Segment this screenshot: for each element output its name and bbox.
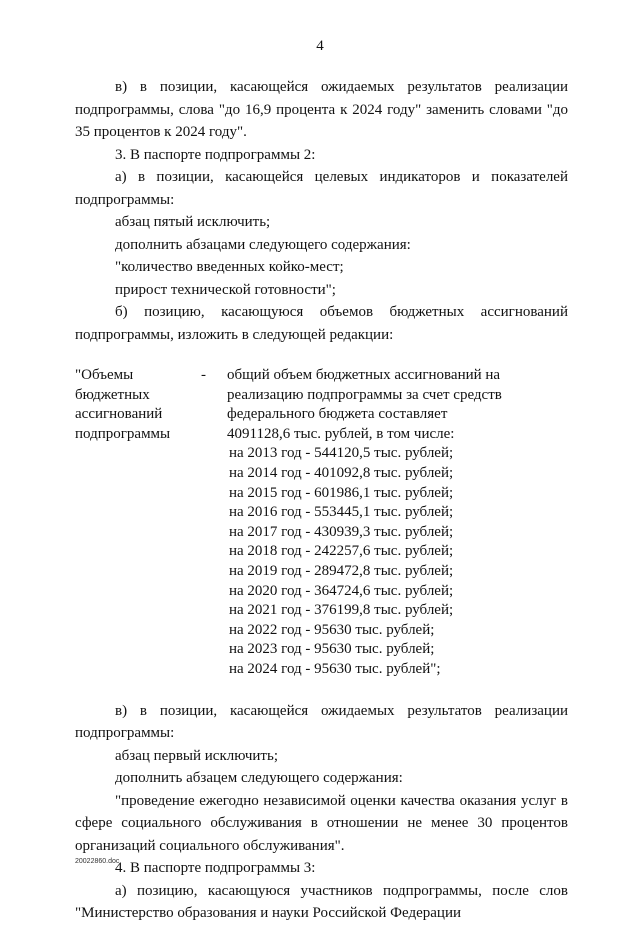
paragraph: абзац пятый исключить; <box>115 214 271 230</box>
paragraph: а) позицию, касающуюся участников подпрограммы, после слов "Министерство образования и науки Российской Федерации <box>75 882 568 921</box>
budget-allocation-block <box>75 366 568 680</box>
paragraph: б) позицию, касающуюся объемов бюджетных ассигнований подпрограммы, изложить в следующей редакции: <box>75 304 568 343</box>
page-number: 4 <box>316 38 324 54</box>
budget-year-row: на 2019 год - 289472,8 тыс. рублей; <box>229 562 454 579</box>
budget-year-row: на 2022 год - 95630 тыс. рублей; <box>229 621 435 638</box>
budget-dash: - <box>201 367 206 383</box>
budget-total: общий объем бюджетных ассигнований на реализацию подпрограммы за счет средств федерального бюджета составляет 4091128,6 тыс. рублей, в том числе: <box>227 367 502 442</box>
budget-body <box>227 366 568 680</box>
paragraph: "количество введенных койко-мест; <box>115 259 344 275</box>
paragraph: прирост технической готовности"; <box>115 281 336 298</box>
paragraph: дополнить абзацем следующего содержания: <box>115 770 403 786</box>
budget-label: "Объемы бюджетных ассигнований подпрограммы <box>75 367 171 442</box>
paragraph: в) в позиции, касающейся ожидаемых результатов реализации подпрограммы: <box>75 702 568 741</box>
budget-year-row: на 2014 год - 401092,8 тыс. рублей; <box>229 464 454 481</box>
top-paragraphs <box>75 76 568 346</box>
budget-year-row: на 2020 год - 364724,6 тыс. рублей; <box>229 582 454 599</box>
paragraph: а) в позиции, касающейся целевых индикаторов и показателей подпрограммы: <box>75 169 568 208</box>
budget-year-row: на 2023 год - 95630 тыс. рублей; <box>229 641 435 658</box>
paragraph: 3. В паспорте подпрограммы 2: <box>115 146 316 163</box>
budget-year-row: на 2017 год - 430939,3 тыс. рублей; <box>229 523 454 540</box>
budget-year-row: на 2024 год - 95630 тыс. рублей"; <box>229 660 441 677</box>
budget-year-row: на 2018 год - 242257,6 тыс. рублей; <box>229 543 454 560</box>
document-body <box>75 76 568 925</box>
budget-year-row: на 2021 год - 376199,8 тыс. рублей; <box>229 602 454 619</box>
paragraph: "проведение ежегодно независимой оценки качества оказания услуг в сфере социального обслуживания в отношении не менее 30 процентов организаций социального обслуживания". <box>75 792 568 854</box>
budget-year-row: на 2016 год - 553445,1 тыс. рублей; <box>229 504 454 521</box>
paragraph: в) в позиции, касающейся ожидаемых результатов реализации подпрограммы, слова "до 16,9 процента к 2024 году" заменить словами "до 35 процентов к 2024 году". <box>75 79 568 140</box>
budget-year-row: на 2013 год - 544120,5 тыс. рублей; <box>229 445 454 462</box>
paragraph: дополнить абзацами следующего содержания: <box>115 236 411 253</box>
footer-filename: 20022860.doc <box>75 858 120 865</box>
bottom-paragraphs <box>75 700 568 925</box>
paragraph: 4. В паспорте подпрограммы 3: <box>115 860 316 876</box>
paragraph: абзац первый исключить; <box>115 747 279 764</box>
budget-years-list <box>227 444 568 679</box>
budget-year-row: на 2015 год - 601986,1 тыс. рублей; <box>229 484 454 501</box>
